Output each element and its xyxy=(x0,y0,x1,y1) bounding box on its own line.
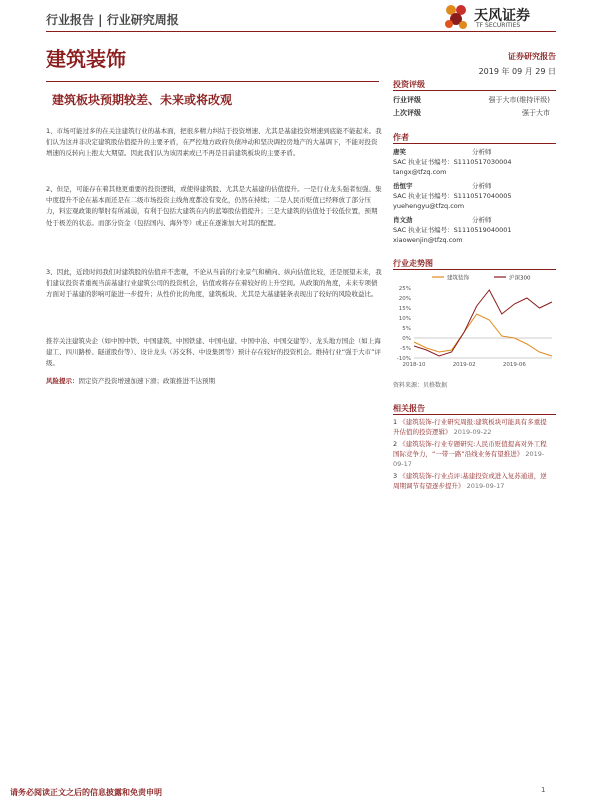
rating-heading: 投资评级 xyxy=(393,80,425,89)
author-email[interactable]: yuehengyu@tfzq.com xyxy=(393,202,465,210)
author-email[interactable]: tangx@tfzq.com xyxy=(393,168,447,176)
related-item[interactable] xyxy=(393,417,553,437)
related-title[interactable]: 《建筑装饰-行业专题研究:人民币贬值提高对外工程国际竞争力，“一带一路”沿线业务有望推进》 xyxy=(393,440,547,458)
related-num: 1 xyxy=(393,418,398,426)
x-tick-label: 2019-06 xyxy=(502,362,526,368)
paragraph-text: 2、但是，可能存在着其他更重要的投资逻辑，或使得建筑股、尤其是大基建的估值提升。一是行业龙头强者恒强、集中度提升不论在基本面还是在二级市场投资主线角度都没有变化，仍然在持续；二是人民币贬值已经释放了部分压力，料宏观政策的掣肘有所减弱，有利于包括大建筑在内的蓝筹股估值提升；三是大建筑的估值处于较低位置，预期处于极差的状态。而部分资金（包括国内、海外等）或正在逐渐加大对其的配置。 xyxy=(46,185,382,227)
chart-source: 资料来源：贝格数据 xyxy=(393,382,448,389)
y-tick-label: 5% xyxy=(402,326,411,332)
body-paragraph xyxy=(46,267,382,301)
logo-name-en: TF SECURITIES xyxy=(476,22,521,29)
related-item[interactable] xyxy=(393,471,553,491)
y-tick-label: -5% xyxy=(400,346,411,352)
related-num: 3 xyxy=(393,472,398,480)
related-date: 2019-09-22 xyxy=(453,428,492,436)
related-heading: 相关报告 xyxy=(393,404,425,413)
author-role: 分析师 xyxy=(472,216,492,224)
rating-label: 行业评级 xyxy=(393,96,421,104)
related-item[interactable] xyxy=(393,439,553,469)
header-divider xyxy=(46,31,556,32)
author-block xyxy=(393,181,556,213)
risk-label: 风险提示： xyxy=(46,377,79,385)
author-name: 肖文劲 xyxy=(393,216,413,224)
related-list xyxy=(393,417,553,491)
rating-divider xyxy=(393,90,556,91)
prev-rating-label: 上次评级 xyxy=(393,109,421,117)
y-tick-label: 25% xyxy=(398,286,411,292)
author-name: 岳恒宇 xyxy=(393,182,413,190)
authors-divider xyxy=(393,143,556,144)
paragraph-text: 1、市场可能过多的在关注建筑行业的基本面，把很多精力纠结于投资增速、尤其是基建投资增速到底能不能起来。我们认为这并非决定建筑股估值提升的主要矛盾，在严控地方政府负债冲动和坚决调控房地产的大基调下，不能对投资增速的反转向上抱太大期望。因此我们认为该因素或已不再是目前建筑板块的主要矛盾。 xyxy=(46,127,382,158)
x-tick-label: 2018-10 xyxy=(402,362,426,368)
y-tick-label: 15% xyxy=(398,306,411,312)
series-line xyxy=(414,290,552,356)
author-license: SAC 执业证书编号：S1110517040005 xyxy=(393,192,512,200)
paragraph-text: 3、因此，近段时间我们对建筑股的估值并不悲观，不论从当前的行业景气和横向、纵向估值比较，还是展望未来，我们建议投资者重视当前基建行业建筑公司的投资机会，估值或将存在着较好的上升空间。从政策的角度，未来专项债方面对于基建的影响可能进一步提升；从性价比的角度，建筑板块、尤其是大基建链条表现出了较好的风险收益比。 xyxy=(46,268,382,299)
x-tick-label: 2019-02 xyxy=(452,362,476,368)
author-name: 唐笑 xyxy=(393,148,406,156)
y-tick-label: 10% xyxy=(398,316,411,322)
chart-divider xyxy=(393,269,556,270)
chart-heading: 行业走势图 xyxy=(393,259,433,268)
prev-rating-value: 强于大市 xyxy=(522,109,550,117)
logo-mark-icon xyxy=(441,2,471,32)
related-title[interactable]: 《建筑装饰-行业点评:基建投资或进入复苏通道，逆周期调节有望逐步提升》 xyxy=(393,472,547,490)
author-license: SAC 执业证书编号：S1110519040001 xyxy=(393,226,512,234)
author-email[interactable]: xiaowenjin@tfzq.com xyxy=(393,236,463,244)
risk-warning xyxy=(46,376,382,387)
legend-label: 建筑装饰 xyxy=(447,275,470,282)
report-title: 建筑板块预期较差、未来或将改观 xyxy=(52,93,233,107)
y-tick-label: 0% xyxy=(402,336,411,342)
author-license: SAC 执业证书编号：S1110517030004 xyxy=(393,158,512,166)
sector-title: 建筑装饰 xyxy=(46,47,126,71)
body-paragraph xyxy=(46,126,382,160)
body-paragraph xyxy=(46,336,382,370)
related-divider xyxy=(393,414,556,415)
body-paragraph xyxy=(46,184,382,229)
related-date: 2019-09-17 xyxy=(466,482,505,490)
y-tick-label: 20% xyxy=(398,296,411,302)
footer-disclaimer: 请务必阅读正文之后的信息披露和免责申明 xyxy=(10,788,162,797)
logo-name-cn: 天风证券 xyxy=(474,8,530,24)
paragraph-text: 推荐关注建筑央企（如中国中铁、中国建筑、中国铁建、中国电建、中国中冶、中国交建等）、龙头地方国企（如上海建工、四川路桥、隧道股份等）、设计龙头（苏交科、中设集团等）预计存在较好的投资机会。维持行业“强于大市”评级。 xyxy=(46,337,381,368)
legend-label: 沪深300 xyxy=(509,275,531,282)
related-date: 2019-09-17 xyxy=(393,450,545,468)
sector-divider xyxy=(46,81,379,82)
page-number: 1 xyxy=(541,786,546,794)
author-block xyxy=(393,215,556,247)
report-type: 证券研究报告 xyxy=(508,52,556,61)
industry-trend-chart xyxy=(392,272,556,368)
author-role: 分析师 xyxy=(472,148,492,156)
related-num: 2 xyxy=(393,440,398,448)
authors-heading: 作者 xyxy=(393,133,409,142)
risk-text: 固定资产投资增速加速下滑；政策推进不达预期 xyxy=(78,377,215,385)
company-logo xyxy=(441,2,556,32)
header-category: 行业报告 | 行业研究周报 xyxy=(46,13,179,27)
report-date: 2019 年 09 月 29 日 xyxy=(478,67,556,76)
y-tick-label: -10% xyxy=(396,356,411,362)
series-line xyxy=(414,314,552,356)
related-title[interactable]: 《建筑装饰-行业研究周报:建筑板块可能具有多重提升估值的投资逻辑》 xyxy=(393,418,547,436)
rating-value: 强于大市(维持评级) xyxy=(488,96,550,104)
author-role: 分析师 xyxy=(472,182,492,190)
author-block xyxy=(393,147,556,179)
